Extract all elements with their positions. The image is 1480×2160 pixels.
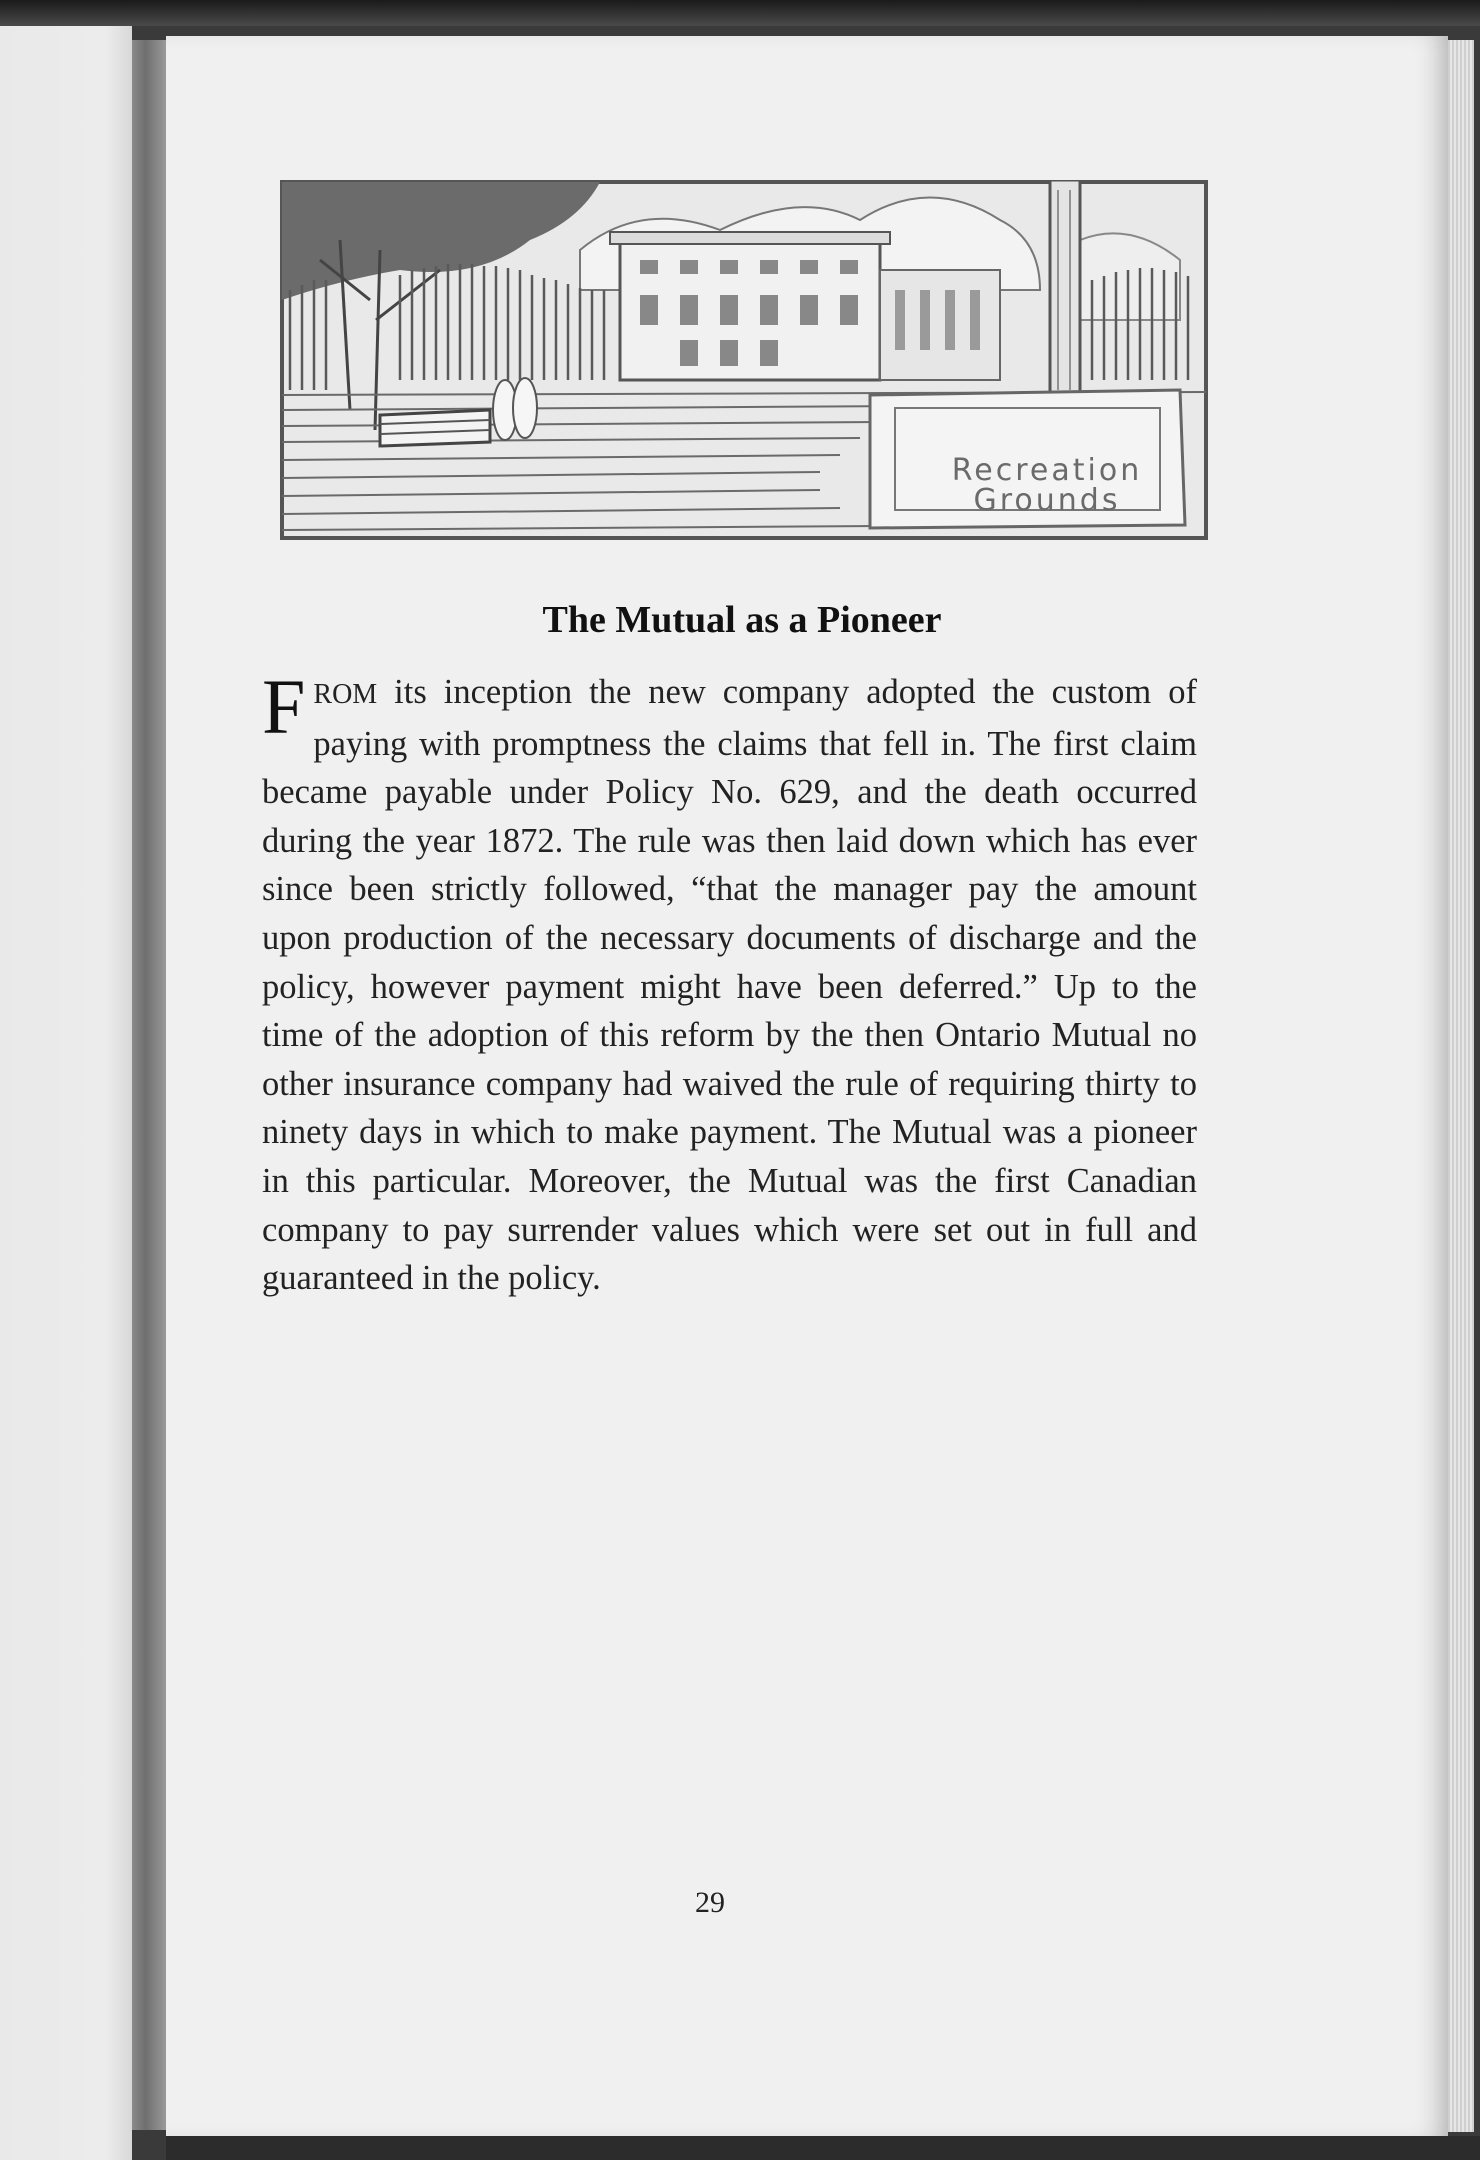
cartouche-line-1: Recreation bbox=[951, 453, 1143, 488]
page-title: The Mutual as a Pioneer bbox=[542, 599, 942, 641]
scanner-top-edge bbox=[0, 0, 1480, 26]
page-number: 29 bbox=[695, 1886, 725, 1919]
book-gutter bbox=[132, 40, 166, 2130]
drop-cap: F bbox=[262, 663, 306, 750]
article-body bbox=[262, 663, 1197, 1303]
left-page-edge bbox=[0, 26, 132, 2160]
page-fore-edge bbox=[1448, 40, 1474, 2132]
article-paragraph: its inception the new company adopted the custom of paying with promptness the claims that fell in. The first claim became payable under Policy No. 629, and the death occurred during the year 1872. The rule was then laid down which has ever since been strictly followed, “that the manager pay the amount upon production of the necessary documents of discharge and the policy, however payment might have been deferred.” Up to the time of the adoption of this reform by the then Ontario Mutual no other insurance company had waived the rule of requiring thirty to ninety days in which to make payment. The Mutual was a pioneer in this particular. Moreover, the Mutual was the first Canadian company to pay surrender values which were set out in full and guaranteed in the policy. bbox=[262, 673, 1197, 1298]
recreation-grounds-illustration bbox=[280, 180, 1208, 540]
scanner-bottom-edge bbox=[166, 2136, 1480, 2160]
small-caps-lead: ROM bbox=[313, 679, 378, 710]
cartouche-caption bbox=[934, 453, 1160, 518]
cartouche-line-2: Grounds bbox=[973, 483, 1121, 518]
